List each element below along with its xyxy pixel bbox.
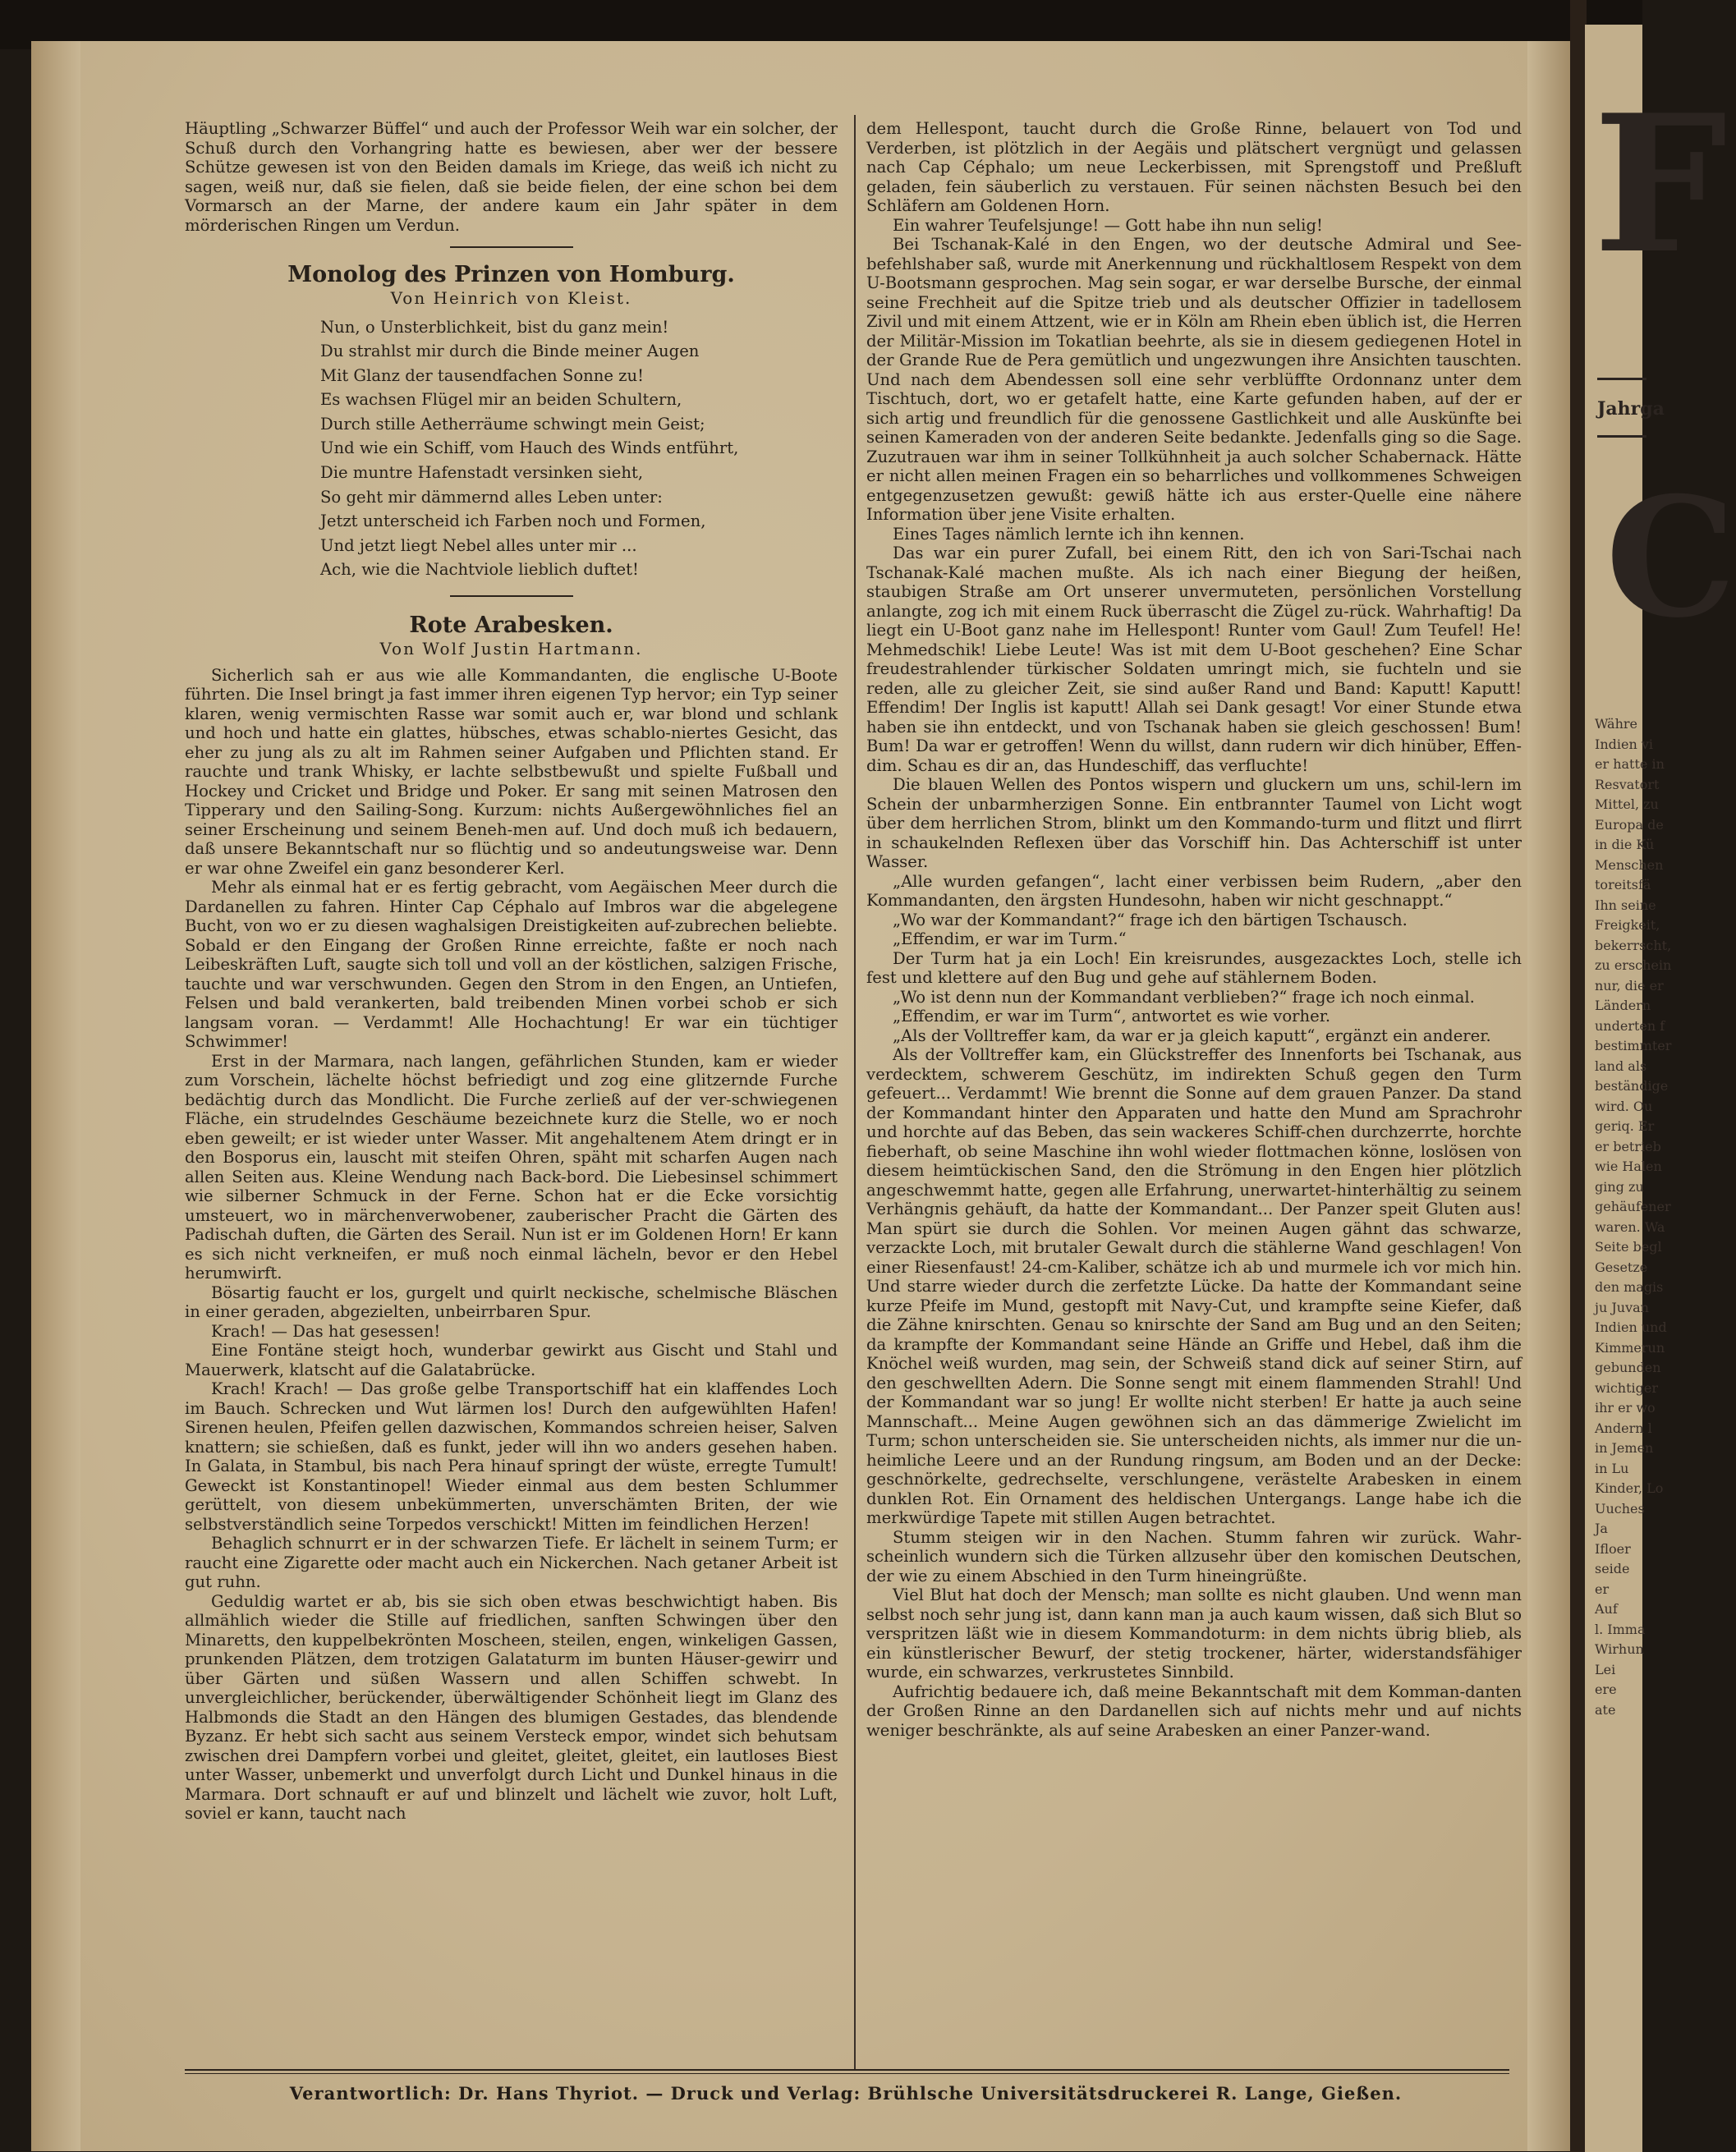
paragraph: „Wo ist denn nun der Kommandant verblieben?“ frage ich noch einmal. [893, 987, 1475, 1007]
adjacent-text-line: gebunden [1595, 1360, 1661, 1375]
paragraph: Mehr als einmal hat er es fertig gebracht, vom Aegäischen Meer durch die Dardanellen zu fahren. Hinter Cap Céphalo auf Imbros war die abgelegene Bucht, von wo er zu diesen waghalsigen Dreistigkeiten auf-zubrechen beliebte. Sobald er den Eingang der Großen Rinne erreichte, faßte er noch nach Leibeskräften Luft, saugte sich toll und voll an der köstlichen, salzigen Frische, tauchte und war verschwunden. Gegen den Strom in den Engen, an Untiefen, Felsen und bald verankerten, bald treibenden Minen vorbei schob er sich langsam voran. — Verdammt! Alle Hochachtung! Er war ein tüchtiger Schwimmer! [185, 878, 838, 1052]
adjacent-text-line: land als [1595, 1058, 1647, 1074]
adjacent-text-line: ju Juvan [1595, 1299, 1649, 1315]
adjacent-text-line: Wirhun [1595, 1641, 1644, 1657]
adjacent-text-line: Menschen [1595, 856, 1664, 873]
paragraph: Häuptling „Schwarzer Büffel“ und auch der Professor Weih war ein solcher, der Schuß durch den Vorhangring hatte es bewiesen, aber wer der bessere Schütze gewesen ist von den Beiden damals im Kriege, das weiß ich nicht zu sagen, weiß nur, daß sie fielen, daß sie beide fielen, der eine schon bei dem Vormarsch an der Marne, der andere kaum ein Jahr später in dem mörderischen Ringen um Verdun. [185, 119, 838, 235]
adjacent-text-line: Seite begl [1595, 1239, 1662, 1255]
adjacent-text-line: l. Imma [1595, 1621, 1646, 1637]
paragraph: „Als der Volltreffer kam, da war er ja gleich kaputt“, ergänzt ein anderer. [893, 1026, 1491, 1045]
adjacent-text-line: bestimmter [1595, 1038, 1672, 1053]
adjacent-initial-fragment: C [1605, 461, 1736, 654]
adjacent-text-fragments [1595, 714, 1671, 1720]
paragraph: Krach! — Das hat gesessen! [211, 1321, 441, 1341]
adjacent-text-line: Indien vi [1595, 736, 1653, 752]
paragraph: „Wo war der Kommandant?“ frage ich den bärtigen Tschausch. [893, 910, 1408, 929]
adjacent-text-line: er [1595, 1581, 1610, 1597]
adjacent-text-line: den magis [1595, 1279, 1664, 1295]
poem-verses [185, 315, 838, 583]
section-rule [450, 246, 573, 248]
poem-line: So geht mir dämmernd alles Leben unter: [320, 487, 663, 507]
poem-line: Ach, wie die Nachtviole lieblich duftet! [320, 560, 639, 580]
left-column [185, 119, 838, 1824]
adjacent-text-line: Uuches [1595, 1500, 1645, 1516]
adjacent-text-line: waren. Wa [1595, 1218, 1665, 1235]
adjacent-text-line: wichtiger [1595, 1379, 1658, 1396]
paragraph: Ein wahrer Teufelsjunge! — Gott habe ihn nun selig! [893, 215, 1323, 235]
paragraph: „Effendim, er war im Turm.“ [893, 929, 1127, 948]
adjacent-jahrgang-fragment: Jahrga [1597, 398, 1665, 420]
adjacent-text-line: wie Halen [1595, 1159, 1662, 1174]
paragraph: Die blauen Wellen des Pontos wispern und gluckern um uns, schil-lern im Schein der unbarmherzigen Sonne. Ein entbrannter Taumel von Licht wogt über dem herrlichen Strom, blinkt um den Kommando-turm und flitzt und flirrt in schaukelnden Reflexen über das Vorschiff hin. Das Achterschiff ist unter Wasser. [866, 775, 1522, 871]
adjacent-rule [1597, 378, 1646, 380]
adjacent-text-line: Ja [1595, 1521, 1608, 1536]
adjacent-text-line: Gesetze [1595, 1259, 1648, 1275]
story-text [185, 666, 838, 1824]
paragraph: Stumm steigen wir in den Nachen. Stumm fahren wir zurück. Wahr-scheinlich wundern sich die Türken allzusehr über den komischen Deutschen, der wie zu einem Abschied in den Turm hineingrüßte. [866, 1527, 1522, 1585]
adjacent-text-line: ere [1595, 1682, 1617, 1697]
paragraph: Bei Tschanak-Kalé in den Engen, wo der deutsche Admiral und See-befehlshaber saß, wurde mit Anerkennung und rückhaltlosem Respekt von dem U-Bootsmann gesprochen. Mag sein sogar, er war derselbe Bursche, der einmal seine Frechheit auf die Spitze trieb und als deutscher Offizier in tadellosem Zivil und mit einem Attzent, wie er in Köln am Rhein eben üblich ist, die Herren der Militär-Mission im Tokatlian beehrte, als sie in diesem gediegenen Hotel in der Grande Rue de Pera gemütlich und ungezwungen ihre Ansichten tauschten. Und nach dem Abendessen soll eine sehr verblüffte Ordonnanz unter dem Tischtuch, dort, wo er getafelt hatte, eine Karte gefunden haben, auf der er sich artig und freundlich für die genossene Gastlichkeit und alle Auskünfte bei seinen Kameraden von der anderen Seite bedankte. Jedenfalls ging so die Sage. Zuzutrauen war ihm in seiner Tollkühnheit ja auch solcher Schabernack. Hätte er nicht allen meinen Fragen ein so beharrliches und vollkommenes Schweigen entgegenzusetzen gewußt: gewiß hätte ich aus erster-Quelle eine nähere Information über jene Visite erhalten. [866, 235, 1522, 524]
paragraph: Das war ein purer Zufall, bei einem Ritt, den ich von Sari-Tschai nach Tschanak-Kalé machen mußte. Als ich nach einer Biegung der heißen, staubigen Straße am Ort unserer unvermuteten, persönlichen Vorstellung anlangte, zog ich mit einem Ruck überrascht die Zügel zu-rück. Wahrhaftig! Da liegt ein U-Boot ganz nahe im Hellespont! Runter vom Gaul! Zum Teufel! He! Mehmedschik! Liebe Leute! Was ist mit dem U-Boot geschehen? Eine Schar freudestrahlender türkischer Soldaten umringt mich, sie fuchteln und sie reden, alle zu gleicher Zeit, sie sind außer Rand und Band: Kaputt! Kaputt! Effendim! Der Inglis ist kaputt! Allah sei Dank gesagt! Vor einer Stunde etwa haben sie ihn entdeckt, und von Tschanak haben sie gleich geschossen! Bum! Bum! Da war er getroffen! Wenn du willst, dann rudern wir dich hinüber, Effen-dim. Schau es dir an, das Hundeschiff, das verfluchte! [866, 544, 1522, 775]
adjacent-text-line: in Jemen [1595, 1440, 1654, 1456]
paragraph: Bösartig faucht er los, gurgelt und quirlt neckische, schelmische Bläschen in einer geraden, abgezielten, unbeirrbaren Spur. [185, 1282, 838, 1322]
adjacent-text-line: er betrieb [1595, 1138, 1661, 1154]
paragraph: „Alle wurden gefangen“, lacht einer verbissen beim Rudern, „aber den Kommandanten, den ärgsten Hundesohn, haben wir nicht geschnappt.“ [866, 871, 1522, 910]
paragraph: Viel Blut hat doch der Mensch; man sollte es nicht glauben. Und wenn man selbst noch sehr jung ist, dann kann man ja auch kaum wissen, daß sich Blut so verspritzen läßt wie in diesem Kommandoturm: in dem nichts übrig blieb, als ein künstlerischer Bewurf, der stetig trockener, härter, widerstandsfähiger wurde, ein schwarzes, verkrustetes Sinnbild. [866, 1585, 1522, 1682]
right-page-shadow [1527, 41, 1577, 2151]
poem-line: Die muntre Hafenstadt versinken sieht, [320, 463, 644, 483]
poem-line: Jetzt unterscheid ich Farben noch und Formen, [320, 512, 706, 531]
adjacent-text-line: Resvatort [1595, 776, 1660, 792]
adjacent-text-line: Währe [1595, 716, 1638, 732]
adjacent-text-line: underten f [1595, 1017, 1665, 1034]
book-gutter [1570, 0, 1587, 2152]
paragraph: „Effendim, er war im Turm“, antwortet es wie vorher. [893, 1007, 1331, 1026]
adjacent-text-line: Ihn seine [1595, 897, 1656, 913]
footer-rule [185, 2069, 1509, 2071]
adjacent-text-line: Indien und [1595, 1319, 1667, 1335]
section-rule [450, 595, 573, 597]
poem-line: Du strahlst mir durch die Binde meiner Augen [320, 342, 700, 361]
imprint-line: Verantwortlich: Dr. Hans Thyriot. — Druck und Verlag: Brühlsche Universitätsdruckerei R. Lange, Gießen. [289, 2083, 1403, 2104]
adjacent-text-line: Ländern [1595, 998, 1651, 1013]
story-continuation-text [866, 119, 1522, 1740]
poem-line: Durch stille Aetherräume schwingt mein Geist; [320, 414, 705, 434]
poem-title: Monolog des Prinzen von Homburg. [287, 262, 735, 287]
left-page-shadow [31, 41, 80, 2151]
adjacent-text-line: er hatte in [1595, 756, 1665, 772]
adjacent-text-line: in Lu [1595, 1460, 1629, 1476]
adjacent-text-line: Kinder, Lo [1595, 1480, 1664, 1496]
poem-line: Es wachsen Flügel mir an beiden Schultern, [320, 390, 682, 410]
adjacent-headline-fragment: F [1593, 74, 1728, 296]
paragraph: Erst in der Marmara, nach langen, gefährlichen Stunden, kam er wieder zum Vorschein, lächelte höchst befriedigt und zog eine glitzernde Furche bedächtig durch das Mondlicht. Die Furche zerließ auf der ver-schwiegenen Fläche, ein strudelndes Geschäume bezeichnete kurz die Stelle, wo er noch eben geweilt; er ist wieder unter Wasser. Mit angehaltenem Atem dringt er in den Bosporus ein, lauscht mit steifen Ohren, späht mit scharfen Augen nach allen Seiten aus. Kleine Wendung nach Back-bord. Die Liebesinsel schimmert wie silberner Schmuck in der Ferne. Schon hat er die Ecke vorsichtig umsteuert, wo in märchenverwobener, zauberischer Pracht die Gärten des Padischah duften, die Gärten des Serail. Nun ist er im Goldenen Horn! Er kann es sich nicht verkneifen, er muß noch einmal lächeln, bevor er den Hebel herumwirft. [185, 1051, 838, 1283]
adjacent-text-line: ging zu [1595, 1178, 1644, 1195]
adjacent-text-line: wird. Ou [1595, 1098, 1653, 1114]
poem-line: Mit Glanz der tausendfachen Sonne zu! [320, 365, 644, 385]
adjacent-text-line: beständige [1595, 1078, 1669, 1094]
paragraph: Behaglich schnurrt er in der schwarzen Tiefe. Er lächelt in seinem Turm; er raucht eine Zigarette oder macht auch ein Nickerchen. Nach getaner Arbeit ist gut ruhn. [185, 1534, 838, 1592]
adjacent-text-line: zu erschein [1595, 957, 1672, 973]
story-title: Rote Arabesken. [409, 613, 613, 639]
adjacent-text-line: Auf [1595, 1601, 1618, 1617]
paragraph: Als der Volltreffer kam, ein Glückstreffer des Innenforts bei Tschanak, aus verdecktem, schwerem Geschütz, im indirekten Schuß gegen den Turm gefeuert... Verdammt! Wie brennt die Sonne auf dem grauen Panzer. Da stand der Kommandant hinter den Apparaten und hatte den Mund am Sprachrohr und horchte auf das Beben, das sein wackeres Schiff-chen durchzerrte, horchte fieberhaft, ob seine Maschine ihn wohl wieder flottmachen könne, loslösen von diesem heimtückischen Sand, den die Strömung in den Engen hier plötzlich angeschwemmt hatte, gegen alle Erfahrung, unerwartet-hinterhältig zu seinem Verhängnis gehäuft, da hatte der Kommandant... Der Panzer speit Gluten aus! Man spürt sie durch die Sohlen. Vor meinen Augen gähnt das schwarze, verzackte Loch, mit brutaler Gewalt durch die stählerne Wand geschlagen! Von einer Riesenfaust! 24-cm-Kaliber, schätze ich ab und murmele ich vor mich hin. Und starre wieder durch die zerfetzte Lücke. Da hatte der Kommandant seine kurze Pfeife im Mund, gestopft mit Navy-Cut, und krampfte seine Kiefer, daß die Zähne knirschten. Genau so knirschte der Sand am Bug und an den Seiten; da krampfte der Kommandant seine Hände an Griffe und Hebel, daß ihm die Knöchel weiß wurden, mag sein, der Schweiß stand dick auf seiner Stirn, auf den geschwellten Adern. Die Sonne sengt mit einem flammenden Strahl! Und der Kommandant war so jung! Er wollte nicht sterben! Er hatte ja auch seine Mannschaft... Meine Augen gewöhnen sich an das dämmerige Zwielicht im Turm; schon unterscheiden sie. Sie unterscheiden nichts, als immer nur die un-heimliche Leere und an der Rundung ringsum, am Boden und an der Decke: geschnörkelte, gedrechselte, verschlungene, verästelte Arabesken in einem dunklen Rot. Ein Ornament des heldischen Untergangs. Lange habe ich die merkwürdige Tapete mit stillen Augen betrachtet. [866, 1045, 1522, 1527]
adjacent-text-line: Kimmerun [1595, 1339, 1665, 1356]
paragraph: Der Turm hat ja ein Loch! Ein kreisrundes, ausgezacktes Loch, stelle ich fest und klettere auf den Bug und gehe auf stählernem Boden. [866, 948, 1522, 987]
story-author: Von Wolf Justin Hartmann. [379, 639, 643, 659]
adjacent-rule [1597, 435, 1646, 438]
adjacent-text-line: seide [1595, 1561, 1630, 1576]
adjacent-text-line: bekerrscht, [1595, 937, 1672, 953]
paragraph: Geduldig wartet er ab, bis sie sich oben etwas beschwichtigt haben. Bis allmählich wieder die Stille auf friedlichen, sanften Schwingen über den Minaretts, den kuppelbekrönten Moscheen, steilen, engen, winkeligen Gassen, prunkenden Plätzen, dem trotzigen Galataturm im bunten Häuser-gewirr und über Gärten und süßen Wassern und allen Schiffen schwebt. In unvergleichlicher, berückender, überwältigender Schönheit liegt im Glanz des Halbmonds die Stadt an den Hängen des blumigen Gestades, das blendende Byzanz. Er hebt sich sacht aus seinem Versteck empor, windet sich behutsam zwischen drei Dampfern vorbei und gleitet, gleitet, gleitet, ein lautloses Biest unter Wasser, unbemerkt und unverfolgt durch Licht und Dunkel hinaus in die Marmara. Dort schnauft er auf und blinzelt und lächelt wie zuvor, holt Luft, soviel er kann, taucht nach [185, 1591, 838, 1824]
paragraph: Eine Fontäne steigt hoch, wunderbar gewirkt aus Gischt und Stahl und Mauerwerk, klatscht auf die Galatabrücke. [185, 1341, 838, 1379]
column-divider [854, 115, 856, 2069]
adjacent-text-line: toreitsfä [1595, 877, 1651, 892]
paragraph: Eines Tages nämlich lernte ich ihn kennen. [893, 524, 1245, 544]
poem-line: Nun, o Unsterblichkeit, bist du ganz mein! [320, 317, 669, 337]
adjacent-page-fragment [1585, 25, 1736, 2152]
paragraph: Krach! Krach! — Das große gelbe Transportschiff hat ein klaffendes Loch im Bauch. Schrecken und Wut lärmen los! Durch den aufgewühlten Hafen! Sirenen heulen, Pfeifen gellen dazwischen, Kommandos schreien heiser, Salven knattern; sie schießen, daß es funkt, jeder will ihn wo anders gesehen haben. In Galata, in Stambul, bis nach Pera hinauf springt der wüste, erregte Tumult! Geweckt ist Konstantinopel! Wieder einmal aus dem besten Schlummer gerüttelt, von diesem unbekümmerten, unverschämten Briten, der wie selbstverständlich seine Torpedos verschickt! Mitten im feindlichen Herzen! [185, 1379, 838, 1534]
adjacent-text-line: Europa de [1595, 816, 1664, 833]
adjacent-text-line: ate [1595, 1701, 1616, 1718]
adjacent-text-line: Freigkeit, [1595, 917, 1660, 933]
intro-text [185, 119, 838, 235]
adjacent-text-line: Ifloer [1595, 1540, 1631, 1557]
poem-line: Und wie ein Schiff, vom Hauch des Winds entführt, [320, 438, 739, 458]
footer-rule [185, 2073, 1509, 2074]
paragraph: Sicherlich sah er aus wie alle Kommandanten, die englische U-Boote führten. Die Insel bringt ja fast immer ihren eigenen Typ hervor; ein Typ seiner klaren, wenig vermischten Rasse war somit auch er, war blond und schlank und hoch und hatte ein glattes, hübsches, etwas schablo-niertes Gesicht, das eher zu jung als zu alt im Rahmen seiner Aufgaben und Pflichten stand. Er rauchte und trank Whisky, er lachte selbstbewußt und spielte Fußball und Hockey und Cricket und Bridge und Poker. Er sang mit seinen Matrosen den Tipperary und den Sailing-Song. Kurzum: nichts Außergewöhnliches fiel an seiner Erscheinung und seinem Beneh-men auf. Und doch muß ich bedauern, daß unsere Bekanntschaft nur so flüchtig und so andeutungsweise war. Denn er war ohne Zweifel ein ganz besonderer Kerl. [185, 665, 838, 878]
adjacent-text-line: Andern l [1595, 1420, 1652, 1436]
poem-author: Von Heinrich von Kleist. [390, 288, 632, 308]
poem-line: Und jetzt liegt Nebel alles unter mir ... [320, 535, 637, 555]
adjacent-text-line: in die Kü [1595, 837, 1655, 852]
adjacent-text-line: Lei [1595, 1661, 1616, 1677]
adjacent-text-line: gehäufener [1595, 1199, 1671, 1214]
paragraph: dem Hellespont, taucht durch die Große Rinne, belauert von Tod und Verderben, ist plötzlich in der Aegäis und plätschert vergnügt und gelassen nach Cap Céphalo; um neue Leckerbissen, mit Sprengstoff und Preßluft geladen, fein säuberlich zu verstauen. Für seinen nächsten Besuch bei den Schläfern am Goldenen Horn. [866, 119, 1522, 215]
adjacent-text-line: ihr er wo [1595, 1400, 1656, 1416]
adjacent-text-line: nur, die er [1595, 977, 1664, 993]
paragraph: Aufrichtig bedauere ich, daß meine Bekanntschaft mit dem Komman-danten der Großen Rinne an den Dardanellen sich auf nichts mehr und auf nichts weniger beschränkte, als auf seine Arabesken an einer Panzer-wand. [866, 1682, 1522, 1740]
right-column [866, 119, 1522, 1740]
adjacent-text-line: Mittel, zu [1595, 796, 1659, 812]
adjacent-text-line: geriq. Er [1595, 1118, 1655, 1134]
